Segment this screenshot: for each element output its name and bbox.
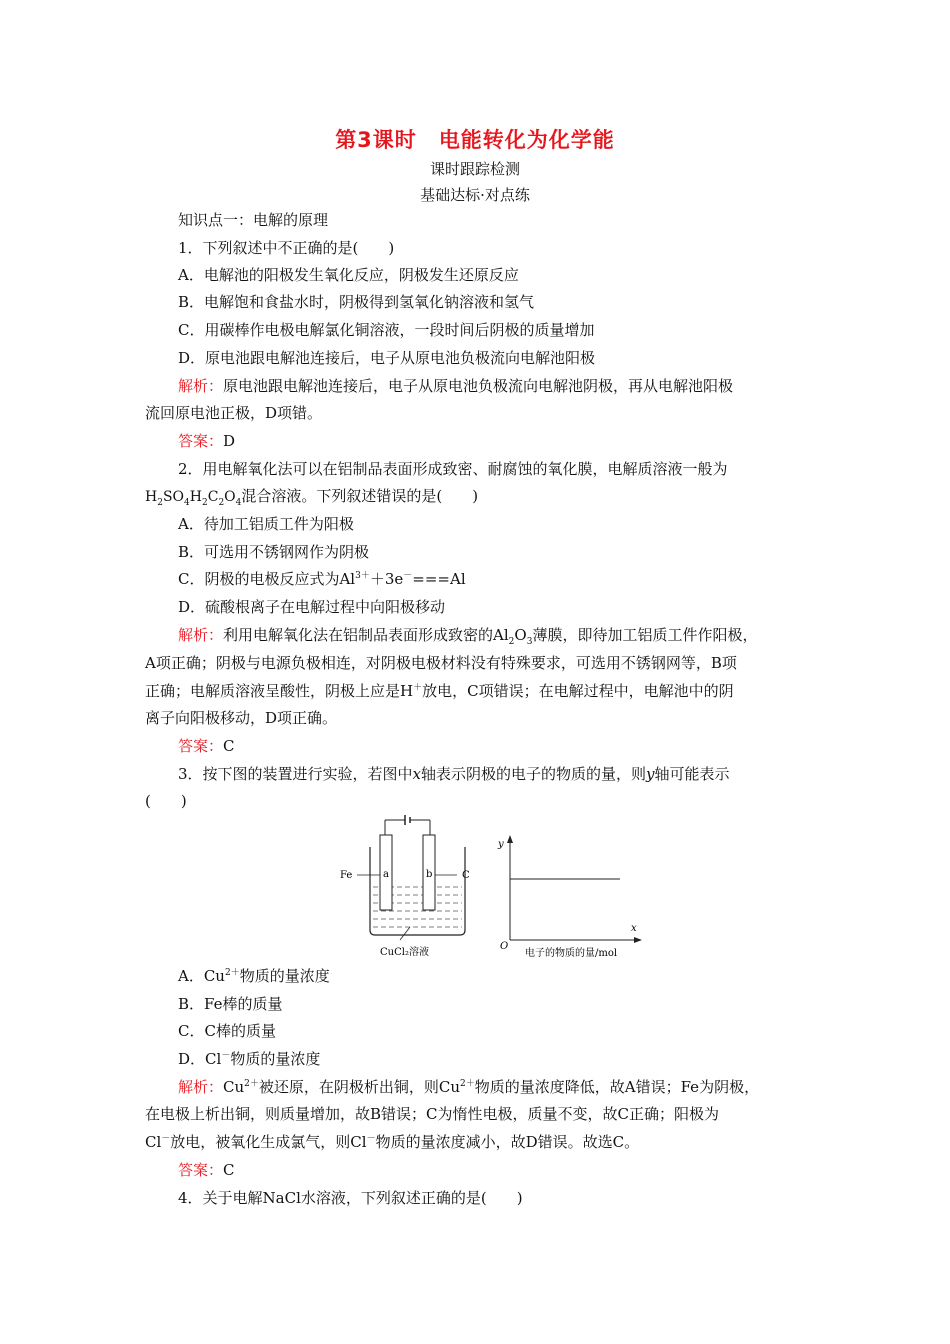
- q2-analysis-2: A项正确；阴极与电源负极相连，对阴极电极材料没有特殊要求，可选用不锈钢网等，B项: [145, 654, 737, 672]
- q1-option-a: A．电解池的阳极发生氧化反应，阴极发生还原反应: [178, 266, 519, 284]
- q2-stem: 2．用电解氧化法可以在铝制品表面形成致密、耐腐蚀的氧化膜，电解质溶液一般为: [178, 460, 728, 478]
- analysis-label: 解析：: [178, 377, 224, 395]
- page-title: [0, 124, 950, 154]
- q2-option-b: B．可选用不锈钢网作为阴极: [178, 543, 370, 561]
- q2-option-a: A．待加工铝质工件为阳极: [178, 515, 354, 533]
- q3-option-a: A．$Cu^{2+}$物质的量浓度: [178, 967, 330, 985]
- q1-answer: 答案：D: [178, 432, 236, 450]
- q1-option-b: B．电解饱和食盐水时，阴极得到氢氧化钠溶液和氢气: [178, 293, 535, 311]
- q3-stem: 3．按下图的装置进行实验，若图中x轴表示阴极的电子的物质的量，则y轴可能表示: [178, 765, 730, 783]
- q3-answer: 答案：C: [178, 1161, 235, 1179]
- label-c: C: [462, 870, 470, 881]
- q4-stem: 4．关于电解NaCl水溶液，下列叙述正确的是( ): [178, 1189, 523, 1207]
- q2-stem-cont: $H_2SO_4H_2C_2O_4$混合溶液。下列叙述错误的是( ): [145, 487, 479, 508]
- answer-label: 答案：: [178, 432, 224, 450]
- q3-option-c: C．C棒的质量: [178, 1022, 276, 1040]
- axis-x: x: [631, 923, 637, 934]
- q2-analysis-3: 正确；电解质溶液呈酸性，阴极上应是H＋放电，C项错误；在电解过程中，电解池中的阴: [145, 682, 734, 700]
- section-heading: 知识点一：电解的原理: [178, 211, 329, 229]
- q2-option-d: D．硫酸根离子在电解过程中向阳极移动: [178, 598, 446, 616]
- label-fe: Fe: [340, 870, 353, 881]
- q1-analysis-cont: 流回原电池正极，D项错。: [145, 404, 323, 422]
- axis-y: y: [498, 839, 504, 850]
- title-lesson: 第3课时: [335, 128, 417, 152]
- q2-option-c: C．阴极的电极反应式为$Al^{3+}+3e^-===Al$: [178, 570, 466, 588]
- title-topic: 电能转化为化学能: [438, 128, 615, 152]
- label-a: a: [383, 869, 389, 880]
- q3-option-b: B．Fe棒的质量: [178, 995, 283, 1013]
- q2-analysis: 解析：利用电解氧化法在铝制品表面形成致密的$Al_2O_3$薄膜，即待加工铝质工件作阳极，: [178, 626, 758, 647]
- subtitle-basic: 基础达标·对点练: [420, 186, 530, 204]
- q2-analysis-4: 离子向阳极移动，D项正确。: [145, 709, 338, 727]
- q3-analysis-2: 在电极上析出铜，则质量增加，故B错误；C为惰性电极，质量不变，故C正确；阳极为: [145, 1105, 719, 1123]
- origin: O: [500, 941, 509, 952]
- x-axis-label: 电子的物质的量/mol: [525, 948, 618, 959]
- label-b: b: [426, 869, 433, 880]
- q1-analysis: 解析：原电池跟电解池连接后，电子从原电池负极流向电解池阴极，再从电解池阳极: [178, 377, 734, 395]
- subtitle-tracking: 课时跟踪检测: [429, 160, 520, 178]
- q3-figure: [335, 815, 655, 965]
- q3-stem-cont: ( ): [145, 792, 187, 810]
- q3-option-d: D．Cl－物质的量浓度: [178, 1050, 321, 1068]
- q1-option-c: C．用碳棒作电极电解氯化铜溶液，一段时间后阴极的质量增加: [178, 321, 595, 339]
- q1-option-d: D．原电池跟电解池连接后，电子从原电池负极流向电解池阳极: [178, 349, 596, 367]
- q3-analysis: 解析：$Cu^{2+}$被还原，在阴极析出铜，则$Cu^{2+}$物质的量浓度降低，故A错误；Fe为阴极，: [178, 1078, 760, 1096]
- q3-analysis-3: Cl－放电，被氧化生成氯气，则Cl－物质的量浓度减小，故D错误。故选C。: [145, 1133, 640, 1151]
- label-solution: CuCl₂溶液: [380, 947, 429, 958]
- q2-answer: 答案：C: [178, 737, 235, 755]
- q1-stem: 1．下列叙述中不正确的是( ): [178, 239, 395, 257]
